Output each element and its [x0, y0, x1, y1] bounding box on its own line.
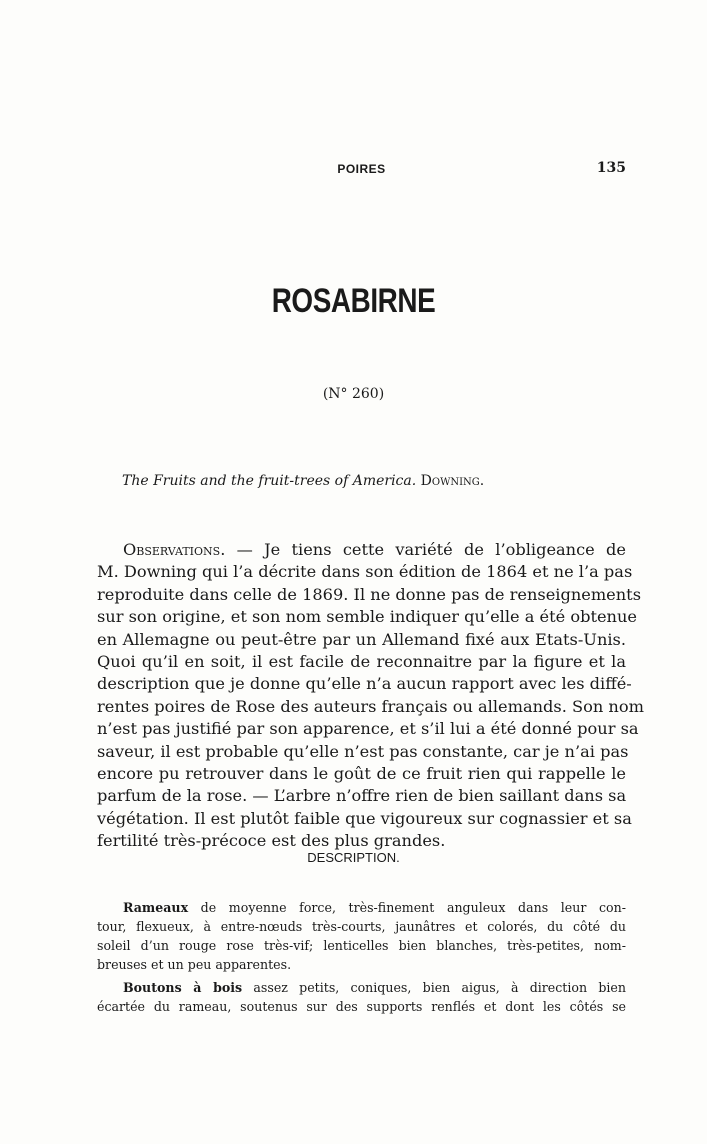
text-line: description que je donne qu’elle n’a aucun rapport avec les diffé- [97, 674, 632, 694]
text-line: fertilité très-précoce est des plus grandes. [97, 831, 446, 851]
text-line: tour, flexueux, à entre-nœuds très-courts, jaunâtres et colorés, du côté du [97, 919, 626, 934]
reference-author: Downing. [420, 473, 485, 489]
observations-label: Observations. [123, 540, 226, 559]
reference [122, 473, 484, 489]
text-line: sur son origine, et son nom semble indiquer qu’elle a été obtenue [97, 607, 637, 627]
text-line: saveur, il est probable qu’elle n’est pas constante, car je n’ai pas [97, 741, 629, 761]
text-line: Quoi qu’il en soit, il est facile de reconnaitre par la figure et la [97, 652, 626, 672]
description-body [97, 898, 626, 1016]
text-span: — Je tiens cette variété de l’obligeance de [225, 540, 626, 559]
description-heading: DESCRIPTION. [307, 850, 400, 865]
text-line: rentes poires de Rose des auteurs français ou allemands. Son nom [97, 696, 644, 716]
text-line: végétation. Il est plutôt faible que vigoureux sur cognassier et sa [97, 808, 632, 828]
text-line: en Allemagne ou peut-être par un Allemand fixé aux Etats-Unis. [97, 629, 626, 649]
page-title: ROSABIRNE [271, 282, 436, 320]
text-line: parfum de la rose. — L’arbre n’offre rien de bien saillant dans sa [97, 786, 627, 806]
page-header [97, 160, 626, 180]
running-title: POIRES [337, 162, 386, 176]
text-line [97, 978, 626, 997]
text-line: reproduite dans celle de 1869. Il ne donne pas de renseignements [97, 584, 641, 604]
rameaux-term: Rameaux [123, 900, 189, 915]
rameaux-paragraph [97, 898, 626, 974]
text-line: encore pu retrouver dans le goût de ce fruit rien qui rappelle le [97, 764, 626, 784]
text-span: de moyenne force, très-finement anguleux dans leur con- [188, 900, 626, 915]
text-line: n’est pas justifié par son apparence, et s’il lui a été donné pour sa [97, 719, 639, 739]
text-line: soleil d’un rouge rose très-vif; lenticelles bien blanches, très-petites, nom- [97, 938, 626, 953]
reference-title: The Fruits and the fruit-trees of America. [122, 473, 417, 489]
observations-paragraph [97, 539, 644, 853]
boutons-paragraph [97, 978, 626, 1016]
text-line [97, 539, 626, 561]
boutons-term: Boutons à bois [123, 980, 243, 995]
text-line: breuses et un peu apparentes. [97, 957, 292, 972]
variety-number: (N° 260) [322, 386, 385, 402]
text-line: écartée du rameau, soutenus sur des supports renflés et dont les côtés se [97, 999, 626, 1014]
text-line [97, 898, 626, 917]
text-line: M. Downing qui l’a décrite dans son édition de 1864 et ne l’a pas [97, 562, 633, 582]
text-span: assez petits, coniques, bien aigus, à direction bien [242, 980, 626, 995]
page-number: 135 [596, 160, 626, 176]
